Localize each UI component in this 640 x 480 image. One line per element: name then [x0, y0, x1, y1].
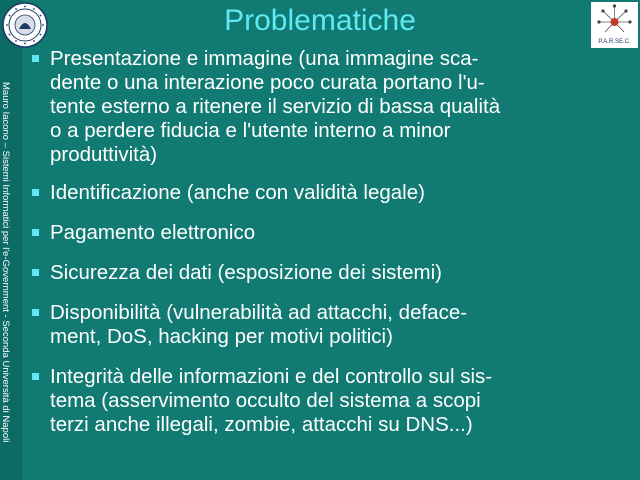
bullet-text-line: terzi anche illegali, zombie, attacchi su DNS...)	[50, 413, 473, 436]
bullet-item	[28, 181, 628, 205]
bullet-text-line: Disponibilità (vulnerabilità ad attacchi, deface-	[50, 301, 468, 324]
bullet-square-icon	[32, 309, 39, 316]
bullet-text-line: Identificazione (anche con validità legale)	[50, 181, 425, 204]
bullet-text-line: produttività)	[50, 143, 158, 166]
bullet-square-icon	[32, 269, 39, 276]
bullet-list	[28, 47, 628, 453]
bullet-square-icon	[32, 189, 39, 196]
bullet-text-line: Presentazione e immagine (una immagine sca-	[50, 47, 479, 70]
bullet-text-line: o a perdere fiducia e l'utente interno a minor	[50, 119, 451, 142]
bullet-text-line: ment, DoS, hacking per motivi politici)	[50, 325, 393, 348]
bullet-square-icon	[32, 373, 39, 380]
side-caption: Mauro Iacono – Sistemi Informatici per l'e-Government - Seconda Università di Napoli	[0, 82, 11, 443]
parsec-logo-text: P.A.R.SE.C.	[598, 39, 631, 45]
bullet-square-icon	[32, 55, 39, 62]
bullet-text-line: Pagamento elettronico	[50, 221, 256, 244]
bullet-text-line: tema (asservimento occulto del sistema a scopi	[50, 389, 481, 412]
slide-title: Problematiche	[224, 4, 416, 37]
bullet-item	[28, 47, 628, 167]
bullet-item	[28, 261, 628, 285]
bullet-text-line: tente esterno a ritenere il servizio di bassa qualità	[50, 95, 501, 118]
bullet-item	[28, 301, 628, 349]
bullet-text-line: Sicurezza dei dati (esposizione dei sistemi)	[50, 261, 442, 284]
bullet-text-line: dente o una interazione poco curata portano l'u-	[50, 71, 485, 94]
bullet-item	[28, 221, 628, 245]
bullet-square-icon	[32, 229, 39, 236]
bullet-text-line: Integrità delle informazioni e del controllo sul sis-	[50, 365, 493, 388]
bullet-item	[28, 365, 628, 437]
